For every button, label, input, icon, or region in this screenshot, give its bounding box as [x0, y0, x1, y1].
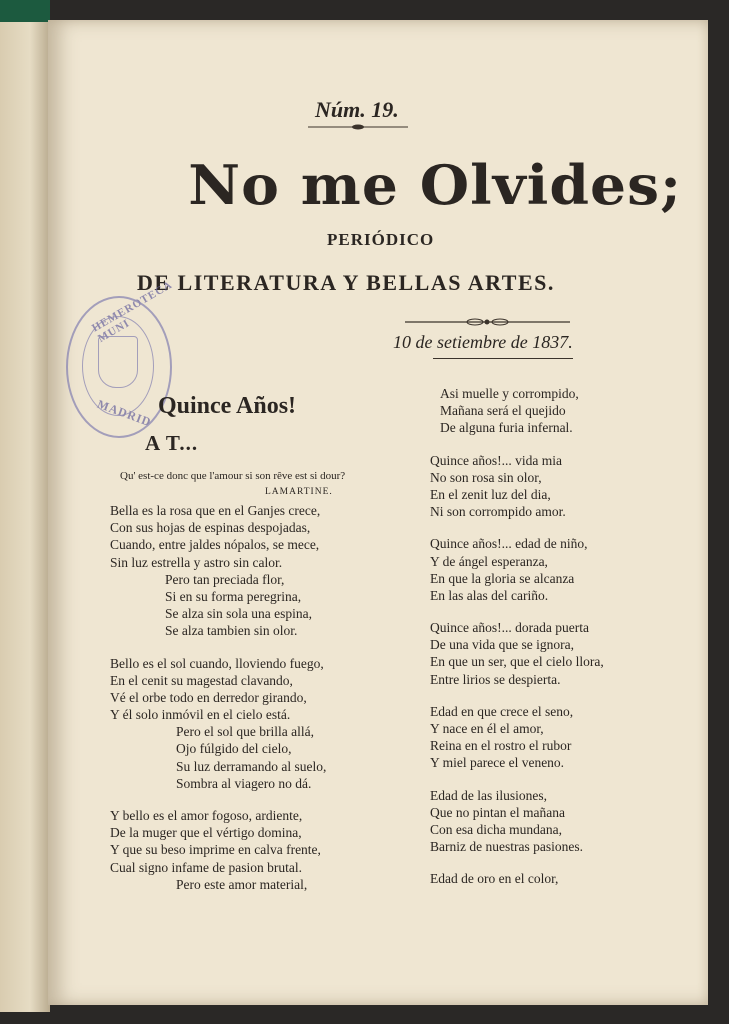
shield-icon — [98, 336, 138, 388]
verse-line: Quince años!... vida mia — [430, 452, 562, 468]
verse-line: De la muger que el vértigo domina, — [110, 825, 302, 841]
poem-title: Quince Años! — [158, 393, 297, 419]
left-page-edge — [0, 22, 50, 1012]
verse-line: De alguna furia infernal. — [440, 420, 573, 436]
verse-line: Que no pintan el mañana — [430, 804, 565, 820]
verse-line: No son rosa sin olor, — [430, 469, 542, 485]
left-column — [110, 502, 326, 893]
library-stamp — [66, 279, 175, 438]
verse-line: Con esa dicha mundana, — [430, 821, 562, 837]
verse-line: Cual signo infame de pasion brutal. — [110, 859, 302, 875]
verse-line: En el cenit su magestad clavando, — [110, 672, 293, 688]
verse-line: Cuando, entre jaldes nópalos, se mece, — [110, 537, 320, 553]
verse-line: Vé el orbe todo en derredor girando, — [110, 689, 307, 705]
verse-line: Y él solo inmóvil en el cielo está. — [110, 707, 291, 723]
epigraph-author: LAMARTINE. — [265, 487, 333, 497]
verse-line: Quince años!... dorada puerta — [430, 620, 589, 636]
stamp-text-top: HEMEROTECA MUNI — [90, 279, 175, 345]
verse-line: Entre lirios se despierta. — [430, 671, 561, 687]
verse-line: Edad de oro en el color, — [430, 871, 559, 887]
verse-line: Reina en el rostro el rubor — [430, 738, 572, 754]
verse-line: Bello es el sol cuando, lloviendo fuego, — [110, 655, 324, 671]
masthead-tagline: DE LITERATURA Y BELLAS ARTES. — [137, 270, 555, 295]
verse-line: Se alza tambien sin olor. — [165, 623, 298, 639]
verse-line: Su luz derramando al suelo, — [176, 758, 327, 774]
scan-background — [50, 0, 729, 20]
verse-line: Edad de las ilusiones, — [430, 787, 547, 803]
verse-line: Sombra al viagero no dá. — [176, 775, 312, 791]
verse-line: Y de ángel esperanza, — [430, 553, 548, 569]
verse-line: En el zenit luz del dia, — [430, 486, 551, 502]
verse-line: Pero tan preciada flor, — [165, 571, 285, 587]
verse-line: Ni son corrompido amor. — [430, 504, 566, 520]
verse-line: Y miel parece el veneno. — [430, 755, 565, 771]
masthead-title: No me Olvides; — [188, 153, 683, 217]
verse-line: Bella es la rosa que en el Ganjes crece, — [110, 503, 321, 518]
verse-line: En las alas del cariño. — [430, 587, 549, 603]
verse-line: Barniz de nuestras pasiones. — [430, 839, 583, 855]
verse-line: Si en su forma peregrina, — [165, 588, 302, 604]
verse-line: Ojo fúlgido del cielo, — [176, 741, 292, 757]
right-column — [430, 385, 604, 888]
verse-line: Asi muelle y corrompido, — [440, 386, 579, 401]
masthead-subtitle: PERIÓDICO — [327, 230, 435, 249]
verse-line: Mañana será el quejido — [440, 403, 566, 419]
verse-line: Y bello es el amor fogoso, ardiente, — [110, 808, 303, 823]
verse-line: En que un ser, que el cielo llora, — [430, 654, 604, 670]
verse-line: Pero el sol que brilla allá, — [176, 724, 314, 740]
verse-line: Y nace en él el amor, — [430, 721, 544, 736]
poem-dedication: A T... — [145, 431, 199, 455]
binding-tab — [0, 0, 50, 24]
verse-line: Se alza sin sola una espina, — [165, 606, 312, 622]
date-ornament — [405, 318, 570, 326]
verse-line: Quince años!... edad de niño, — [430, 536, 588, 552]
stamp-text-bottom: MADRID — [95, 396, 154, 430]
verse-line: Con sus hojas de espinas despojadas, — [110, 520, 311, 536]
verse-line: Pero este amor material, — [176, 876, 308, 892]
epigraph: Qu' est-ce donc que l'amour si son rêve est si dour? — [120, 470, 346, 482]
verse-line: De una vida que se ignora, — [430, 637, 574, 653]
issue-number: Núm. 19. — [315, 97, 399, 122]
issue-ornament — [308, 124, 408, 130]
verse-line: En que la gloria se alcanza — [430, 570, 575, 586]
issue-date: 10 de setiembre de 1837. — [393, 332, 573, 352]
verse-line: Edad en que crece el seno, — [430, 703, 574, 719]
verse-line: Y que su beso imprime en calva frente, — [110, 842, 321, 858]
date-rule — [433, 358, 573, 359]
verse-line: Sin luz estrella y astro sin calor. — [110, 554, 283, 570]
